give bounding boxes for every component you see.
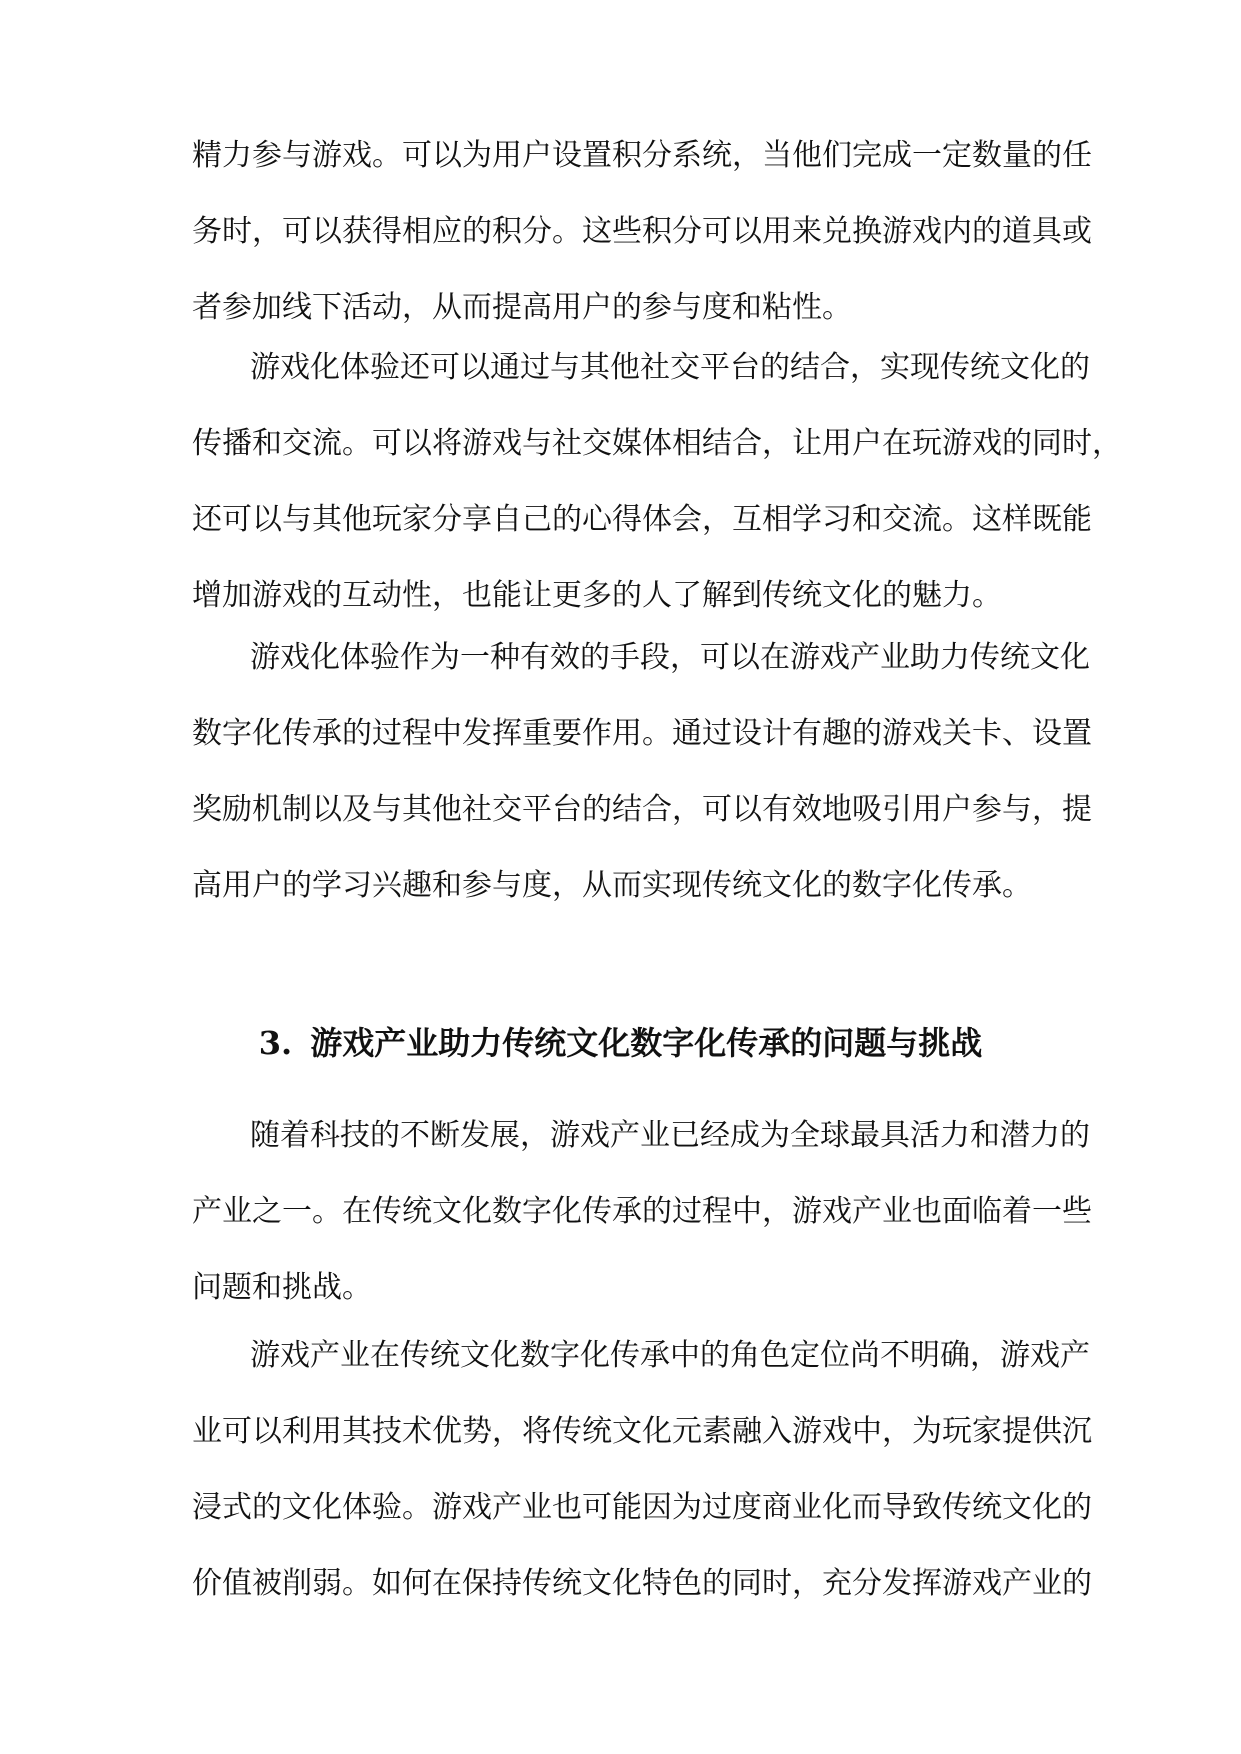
section-title: 游戏产业助力传统文化数字化传承的问题与挑战 bbox=[310, 1024, 983, 1062]
paragraph-line: 浸式的文化体验。游戏产业也可能因为过度商业化而导致传统文化的 bbox=[192, 1490, 1092, 1525]
paragraph-line: 游戏化体验作为一种有效的手段，可以在游戏产业助力传统文化 bbox=[250, 640, 1090, 675]
paragraph-line: 问题和挑战。 bbox=[192, 1270, 372, 1305]
paragraph-1 bbox=[192, 118, 1092, 346]
paragraph-line: 高用户的学习兴趣和参与度，从而实现传统文化的数字化传承。 bbox=[192, 868, 1032, 903]
paragraph-3 bbox=[192, 620, 1092, 924]
paragraph-line: 务时，可以获得相应的积分。这些积分可以用来兑换游戏内的道具或 bbox=[192, 214, 1092, 249]
paragraph-line: 者参加线下活动，从而提高用户的参与度和粘性。 bbox=[192, 290, 852, 325]
paragraph-line: 传播和交流。可以将游戏与社交媒体相结合，让用户在玩游戏的同时， bbox=[192, 426, 1122, 461]
paragraph-line: 奖励机制以及与其他社交平台的结合，可以有效地吸引用户参与，提 bbox=[192, 792, 1092, 827]
paragraph-line: 还可以与其他玩家分享自己的心得体会，互相学习和交流。这样既能 bbox=[192, 502, 1092, 537]
paragraph-line: 游戏产业在传统文化数字化传承中的角色定位尚不明确，游戏产 bbox=[250, 1338, 1090, 1373]
section-heading bbox=[0, 1005, 1241, 1081]
paragraph-line: 随着科技的不断发展，游戏产业已经成为全球最具活力和潜力的 bbox=[250, 1118, 1090, 1153]
paragraph-line: 业可以利用其技术优势，将传统文化元素融入游戏中，为玩家提供沉 bbox=[192, 1414, 1092, 1449]
paragraph-line: 游戏化体验还可以通过与其他社交平台的结合，实现传统文化的 bbox=[250, 350, 1090, 385]
section-number: 3. bbox=[258, 1024, 293, 1062]
paragraph-line: 精力参与游戏。可以为用户设置积分系统，当他们完成一定数量的任 bbox=[192, 138, 1092, 173]
paragraph-5 bbox=[192, 1318, 1092, 1622]
paragraph-line: 产业之一。在传统文化数字化传承的过程中，游戏产业也面临着一些 bbox=[192, 1194, 1092, 1229]
paragraph-2 bbox=[192, 330, 1122, 634]
paragraph-line: 价值被削弱。如何在保持传统文化特色的同时，充分发挥游戏产业的 bbox=[192, 1566, 1092, 1601]
paragraph-line: 数字化传承的过程中发挥重要作用。通过设计有趣的游戏关卡、设置 bbox=[192, 716, 1092, 751]
paragraph-4 bbox=[192, 1098, 1092, 1326]
paragraph-line: 增加游戏的互动性，也能让更多的人了解到传统文化的魅力。 bbox=[192, 578, 1002, 613]
